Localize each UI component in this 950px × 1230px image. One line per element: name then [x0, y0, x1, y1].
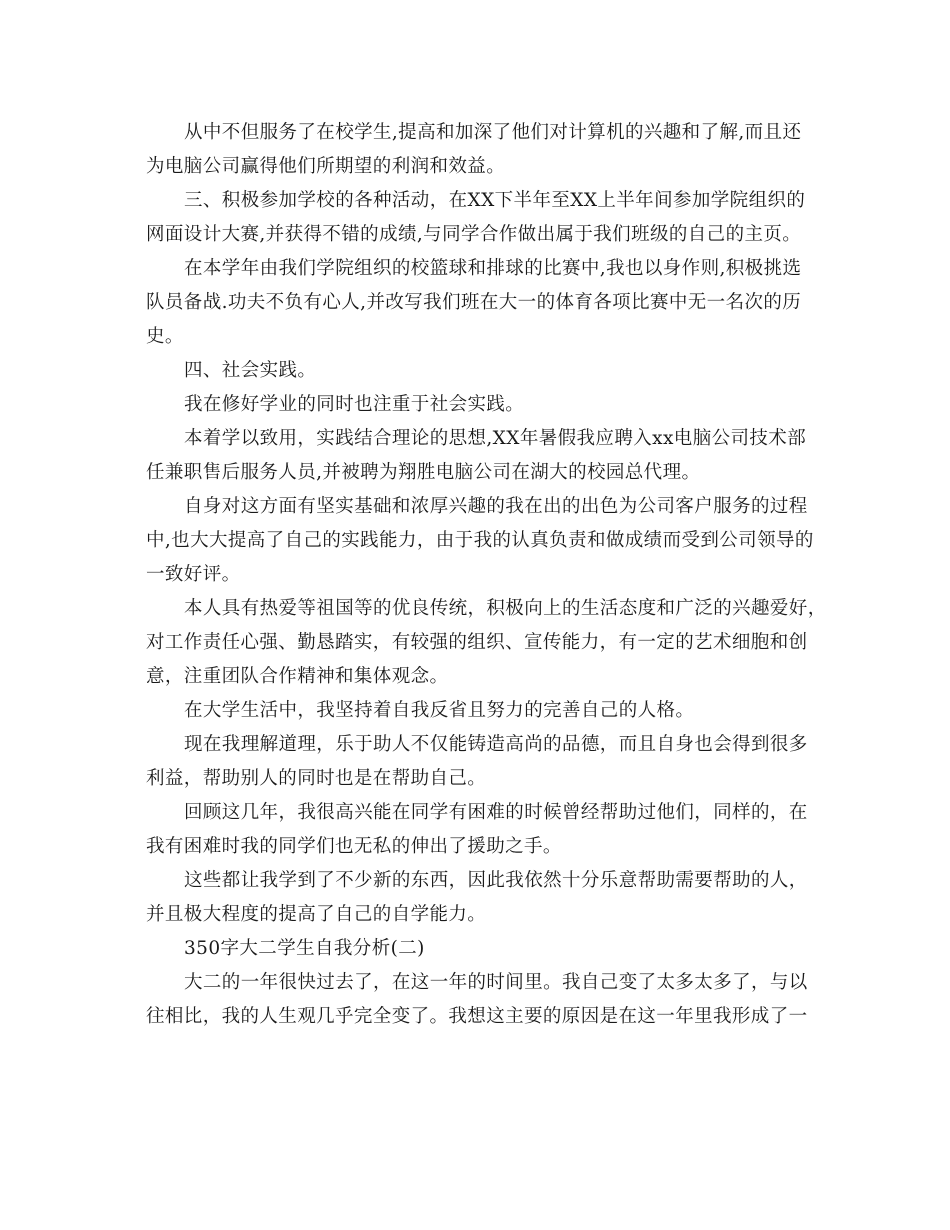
text-line: 这些都让我学到了不少新的东西，因此我依然十分乐意帮助需要帮助的人， [184, 870, 808, 891]
text-line: 回顾这几年，我很高兴能在同学有困难的时候曾经帮助过他们，同样的，在 [184, 802, 808, 823]
paragraph-learning [146, 864, 806, 932]
text-line: 一致好评。 [146, 564, 241, 585]
text-line: 往相比，我的人生观几乎完全变了。我想这主要的原因是在这一年里我形成了一 [146, 1006, 808, 1027]
paragraph-summer-job [146, 422, 806, 490]
text-line: 为电脑公司赢得他们所期望的利润和效益。 [146, 156, 506, 177]
text-line: 本人具有热爱等祖国等的优良传统，积极向上的生活态度和广泛的兴趣爱好， [184, 598, 827, 619]
text-line: 在大学生活中，我坚持着自我反省且努力的完善自己的人格。 [184, 700, 695, 721]
paragraph-personal-qualities [146, 592, 827, 694]
text-line: 任兼职售后服务人员,并被聘为翔胜电脑公司在湖大的校园总代理。 [146, 462, 701, 483]
paragraph-helping-others [146, 728, 806, 796]
text-line: 对工作责任心强、勤恳踏实，有较强的组织、宣传能力，有一定的艺术细胞和创 [146, 632, 808, 653]
section-title-part-two [146, 932, 806, 966]
text-line: 利益，帮助别人的同时也是在帮助自己。 [146, 768, 487, 789]
paragraph-practice-ability [146, 490, 814, 592]
text-line: 本着学以致用，实践结合理论的思想,XX年暑假我应聘入xx电脑公司技术部 [184, 428, 807, 449]
text-line: 从中不但服务了在校学生,提高和加深了他们对计算机的兴趣和了解,而且还 [184, 122, 802, 143]
paragraph-sports [146, 252, 806, 354]
paragraph-practice-intro [146, 388, 806, 422]
paragraph-service-continuation [146, 116, 806, 184]
text-line: 现在我理解道理，乐于助人不仅能铸造高尚的品德，而且自身也会得到很多 [184, 734, 808, 755]
text-line: 350字大二学生自我分析(二) [184, 938, 425, 959]
text-line: 史。 [146, 326, 184, 347]
text-line: 队员备战.功夫不负有心人,并改写我们班在大一的体育各项比赛中无一名次的历 [146, 292, 802, 313]
text-line: 我有困难时我的同学们也无私的伸出了援助之手。 [146, 836, 562, 857]
paragraph-activities [146, 184, 806, 252]
paragraph-sophomore-year [146, 966, 806, 1034]
paragraph-looking-back [146, 796, 806, 864]
paragraph-self-reflection [146, 694, 806, 728]
text-line: 四、社会实践。 [184, 360, 317, 381]
text-line: 网面设计大赛,并获得不错的成绩,与同学合作做出属于我们班级的自己的主页。 [146, 224, 802, 245]
document-body [146, 116, 827, 1034]
text-line: 大二的一年很快过去了，在这一年的时间里。我自己变了太多太多了，与以 [184, 972, 808, 993]
text-line: 自身对这方面有坚实基础和浓厚兴趣的我在出的出色为公司客户服务的过程 [184, 496, 808, 517]
text-line: 并且极大程度的提高了自己的自学能力。 [146, 904, 487, 925]
text-line: 中,也大大提高了自己的实践能力，由于我的认真负责和做成绩而受到公司领导的 [146, 530, 814, 551]
section-heading-social-practice [146, 354, 806, 388]
text-line: 三、积极参加学校的各种活动，在XX下半年至XX上半年间参加学院组织的 [184, 190, 806, 211]
text-line: 在本学年由我们学院组织的校篮球和排球的比赛中,我也以身作则,积极挑选 [184, 258, 802, 279]
text-line: 意，注重团队合作精神和集体观念。 [146, 666, 449, 687]
text-line: 我在修好学业的同时也注重于社会实践。 [184, 394, 525, 415]
